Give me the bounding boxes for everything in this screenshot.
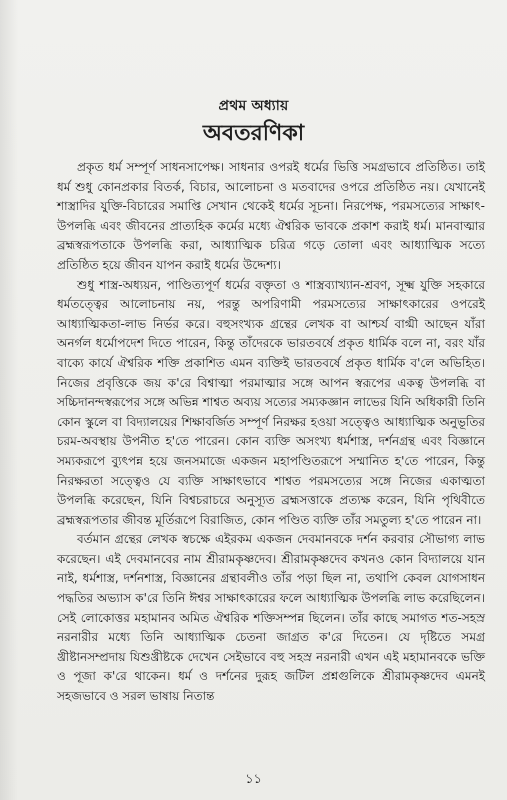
body-text	[57, 158, 485, 707]
page-number: ১১	[245, 772, 262, 787]
paragraph: প্রকৃত ধর্ম সম্পূর্ণ সাধনসাপেক্ষ। সাধনার ওপরই ধর্মের ভিত্তি সমগ্রভাবে প্রতিষ্ঠিত। তাই ধর্ম শুধু কোনপ্রকার বিতর্ক, বিচার, আলোচনা ও মতবাদের ওপরে প্রতিষ্ঠিত নয়। যেখানেই শাস্ত্রাদির যুক্তি-বিচারের সমাপ্তি সেখান থেকেই ধর্মের সূচনা। নিরপেক্ষ, পরমসত্যের সাক্ষাৎ-উপলব্ধি এবং জীবনের প্রাত্যহিক কর্মের মধ্যে ঐশ্বরিক ভাবকে প্রকাশ করাই ধর্ম। মানবাত্মার ব্রহ্মস্বরূপতাকে উপলব্ধি করা, আধ্যাত্মিক চরিত্র গড়ে তোলা এবং আধ্যাত্মিক সত্যে প্রতিষ্ঠিত হয়ে জীবন যাপন করাই ধর্মের উদ্দেশ্য।	[57, 160, 485, 272]
chapter-title: অবতরণিকা	[202, 121, 305, 146]
paragraph: শুধু শাস্ত্র-অধ্যয়ন, পাণ্ডিত্যপূর্ণ ধর্মের বক্তৃতা ও শাস্ত্রব্যাখ্যান-শ্রবণ, সূক্ষ্ম যুক্তি সহকারে ধর্মতত্ত্বের আলোচনায় নয়, পরন্তু অপরিণামী পরমসত্যের সাক্ষাৎকারের ওপরেই আধ্যাত্মিকতা-লাভ নির্ভর করে। বহুসংখ্যক গ্রন্থের লেখক বা আশ্চর্য বাগ্মী আছেন যাঁরা অনর্গল ধর্মোপদেশ দিতে পারেন, কিন্তু তাঁদেরকে ভারতবর্ষে প্রকৃত ধার্মিক বলে না, বরং যাঁর বাক্যে কার্যে ঐশ্বরিক শক্তি প্রকাশিত এমন ব্যক্তিই ভারতবর্ষে প্রকৃত ধার্মিক ব'লে অভিহিত। নিজের প্রবৃত্তিকে জয় ক'রে বিশ্বাত্মা পরমাত্মার সঙ্গে আপন স্বরূপের একত্ব উপলব্ধি বা সচ্চিদানন্দস্বরূপের সঙ্গে অভিন্ন শাশ্বত অব্যয় সত্যের সম্যকজ্ঞান লাভের যিনি অধিকারী তিনি কোন স্কুলে বা বিদ্যালয়ের শিক্ষাবর্জিত সম্পূর্ণ নিরক্ষর হওয়া সত্ত্বেও আধ্যাত্মিক অনুভূতির চরম-অবস্থায় উপনীত হ'তে পারেন। কোন ব্যক্তি অসংখ্য ধর্মশাস্ত্র, দর্শনগ্রন্থ এবং বিজ্ঞানে সম্যকরূপে ব্যুৎপন্ন হয়ে জনসমাজে একজন মহাপণ্ডিতরূপে সম্মানিত হ'তে পারেন, কিন্তু নিরক্ষরতা সত্ত্বেও যে ব্যক্তি সাক্ষাৎভাবে শাশ্বত পরমসত্যের সঙ্গে নিজের একাত্মতা উপলব্ধি করেছেন, যিনি বিশ্বচরাচরে অনুস্যূত ব্রহ্মসত্তাকে প্রত্যক্ষ করেন, যিনি পৃথিবীতে ব্রহ্মস্বরূপতার জীবন্ত মূর্তিরূপে বিরাজিত, কোন পণ্ডিত ব্যক্তি তাঁর সমতুল্য হ'তে পারেন না।	[57, 277, 485, 527]
paragraph: বর্তমান গ্রন্থের লেখক স্বচক্ষে এইরকম একজন দেবমানবকে দর্শন করবার সৌভাগ্য লাভ করেছেন। এই দেবমানবের নাম শ্রীরামকৃষ্ণদেব। শ্রীরামকৃষ্ণদেব কখনও কোন বিদ্যালয়ে যান নাই, ধর্মশাস্ত্র, দর্শনশাস্ত্র, বিজ্ঞানের গ্রন্থাবলীও তাঁর পড়া ছিল না, তথাপি কেবল যোগসাধন পদ্ধতির অভ্যাস ক'রে তিনি ঈশ্বর সাক্ষাৎকারের ফলে আধ্যাত্মিক উপলব্ধি লাভ করেছিলেন। সেই লোকোত্তর মহামানব অমিত ঐশ্বরিক শক্তিসম্পন্ন ছিলেন। তাঁর কাছে সমাগত শত-সহস্র নরনারীর মধ্যে তিনি আধ্যাত্মিক চেতনা জাগ্রত ক'রে দিতেন। যে দৃষ্টিতে সমগ্র খ্রীষ্টানসম্প্রদায় যিশুখ্রীষ্টকে দেখেন সেইভাবে বহু সহস্র নরনারী এখন এই মহামানবকে ভক্তি ও পূজা ক'রে থাকেন। ধর্ম ও দর্শনের দুরূহ জটিল প্রশ্নগুলিকে শ্রীরামকৃষ্ণদেব এমনই সহজভাবে ও সরল ভাষায় নিতান্ত	[57, 532, 485, 704]
chapter-label: প্রথম অধ্যায়	[218, 98, 289, 114]
